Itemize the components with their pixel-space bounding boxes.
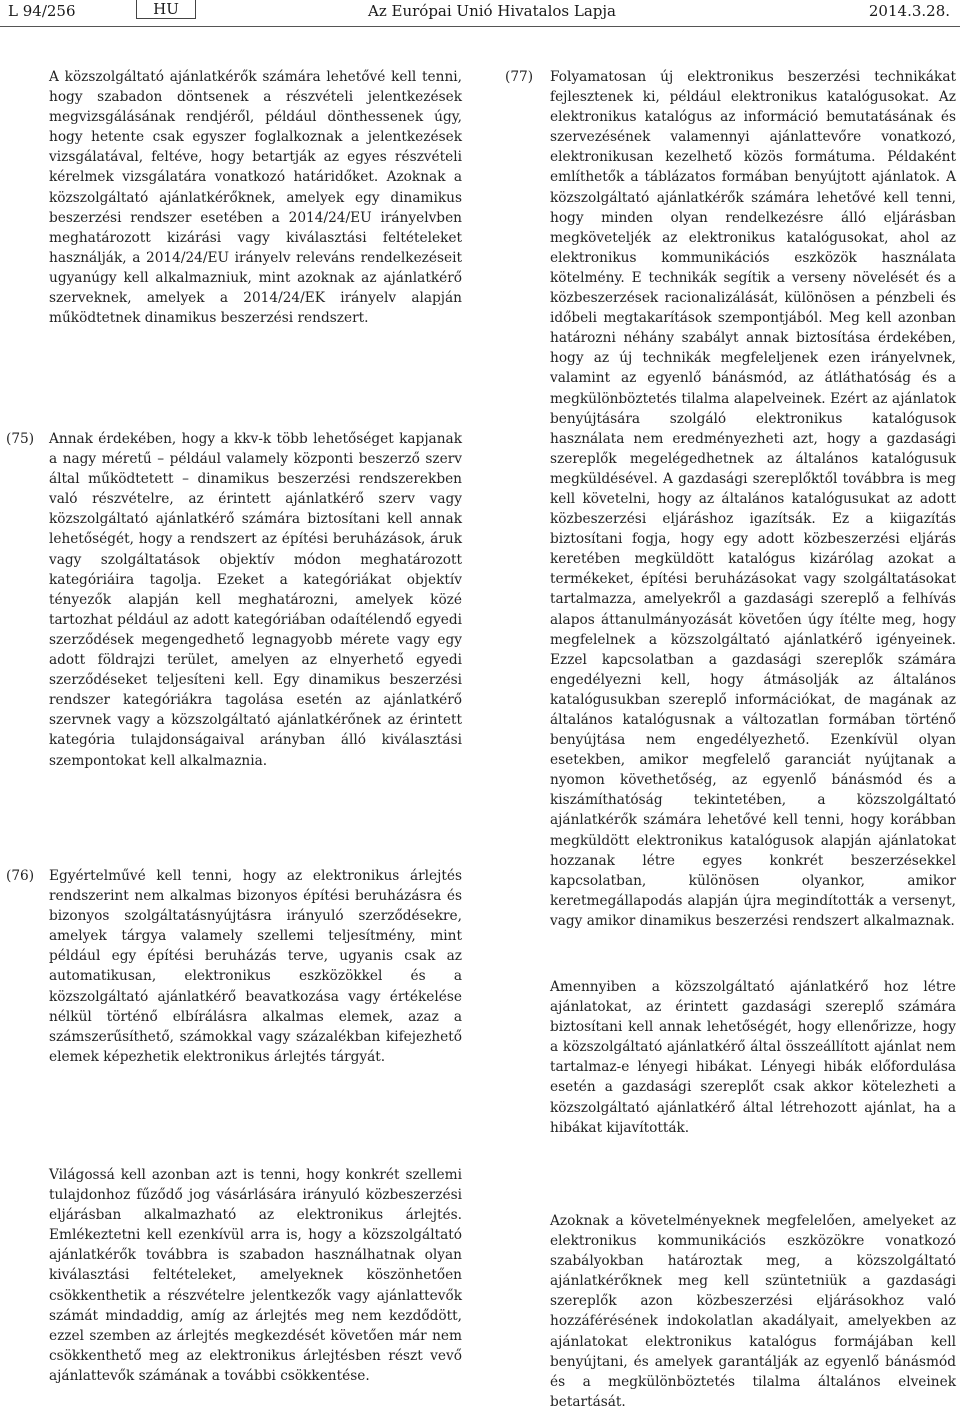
intro-paragraph: A közszolgáltató ajánlatkérők számára lehetővé kell tenni, hogy szabadon döntsenek a részvételi jelentkezések megvizsgálásának rendjéről, például dönthessenek úgy, hogy hetente csak egyszer foglalkoznak a jelentkezések vizsgálatával, feltéve, hogy betartják az egyes részvételi kérelmek vizsgálatára vonatkozó határidőket. Azoknak a közszolgáltató ajánlatkérőknek, amelyek egy dinamikus beszerzési rendszer esetében a 2014/24/EU irányelvben meghatározott kizárási vagy kiválasztási feltételeket használják, a 2014/24/EU irányelv releváns rendelkezéseit ugyanúgy kell alkalmazniuk, mint azoknak az ajánlatkérő szerveknek, amelyek a 2014/24/EK irányelv alapján működtetnek dinamikus beszerzési rendszert. — [49, 69, 462, 327]
journal-title: Az Európai Unió Hivatalos Lapja — [368, 2, 616, 20]
recital-77-paragraph-2: Amennyiben a közszolgáltató ajánlatkérő hoz létre ajánlatokat, az érintett gazdasági szereplő számára biztosítani kell annak lehetőségét, hogy ellenőrizze, hogy a közszolgáltató ajánlatkérő által összeállított ajánlat nem tartalmaz-e lényegi hibákat. Lényegi hibák előfordulása esetén a gazdasági szereplőt csak akkor kötelezheti a közszolgáltató ajánlatkérő által létrehozott ajánlat, ha a hibákat kijavították. — [550, 979, 956, 1136]
recital-77-paragraph-3: Azoknak a követelményeknek megfelelően, amelyeket az elektronikus kommunikációs eszközökre vonatkozó szabályokban határoztak meg, a közszolgáltató ajánlatkérőknek meg kell szüntetniük a gazdasági szereplők azon közbeszerzési eljárásokhoz való hozzáférésének indokolatlan akadályait, amelyekben az ajánlatokat elektronikus katalógus formájában kell benyújtani, és amelyek garantálják az egyenlő bánásmód és a megkülönböztetés tilalma általános elveinek betartását. — [550, 1213, 956, 1410]
recital-76-continuation: Világossá kell azonban azt is tenni, hogy konkrét szellemi tulajdonhoz fűződő jog vásárlására irányuló közbeszerzési eljárásban alkalmazható az elektronikus árlejtés. Emlékeztetni kell ezenkívül arra is, hogy a közszolgáltató ajánlatkérők továbbra is szabadon használhatnak olyan kiválasztási feltételeket, amelyeknek köszönhetően csökkenthetik a részvételre jelentkezők vagy ajánlattevők számát mindaddig, amíg az árlejtés meg nem kezdődött, ezzel szemben az árlejtés megkezdését követően már nem csökkenthető meg az elektronikus árlejtésben részt vevő ajánlattevők számának a további csökkentése. — [49, 1167, 462, 1384]
page-header — [0, 0, 960, 27]
page-reference: L 94/256 — [8, 2, 76, 20]
recital-77-text: Folyamatosan új elektronikus beszerzési technikákat fejlesztenek ki, például elektronikus katalógusokat. Az elektronikus katalógus az információ bemutatásának és szervezésének valamennyi ajánlattevőre vonatkozó, elektronikusan kezelhető közös formátuma. Példaként említhetők a táblázatos formában benyújtott ajánlatok. A közszolgáltató ajánlatkérők számára lehetővé kell tenni, hogy minden olyan rendelkezésre álló eljárásban megköveteljék az elektronikus katalógusokat, ahol az elektronikus kommunikációs eszközök használata kötelmény. E technikák segítik a verseny növelését és a közbeszerzések racionalizálását, különösen a pénzbeli és időbeli megtakarítások szempontjából. Meg kell azonban határozni néhány szabályt annak biztosítása érdekében, hogy az új technikák megfeleljenek ezen irányelvnek, valamint az egyenlő bánásmód, az átláthatóság és a megkülönböztetés tilalma alapelveinek. Ezért az ajánlatok benyújtására szolgáló elektronikus katalógusok használata nem eredményezheti azt, hogy a gazdasági szereplők megelégedhetnek az általános katalógusuk megküldésével. A gazdasági szereplőktől továbbra is meg kell követelni, hogy az általános katalógusukat az adott közbeszerzési eljáráshoz igazítsák. Ez a kiigazítás biztosítani fogja, hogy egy adott közbeszerzési eljárás keretében megküldött katalógus kizárólag azokat a termékeket, építési beruházásokat vagy szolgáltatásokat tartalmazza, amelyekről a gazdasági szereplő a felhívás alapos áttanulmányozását követően úgy ítélte meg, hogy megfelelnek a közszolgáltató ajánlatkérő igényeinek. Ezzel kapcsolatban a gazdasági szereplők számára engedélyezni kell, hogy átmásolják az általános katalógusukban szereplő információkat, de magának az általános katalógusnak a változatlan formában történő benyújtása nem engedélyezhető. Ezenkívül olyan esetekben, amikor megfelelő garanciát nyújtanak a nyomon követhetőség, az egyenlő bánásmód és a kiszámíthatóság tekintetében, a közszolgáltató ajánlatkérők számára lehetővé kell tenni, hogy korábban megküldött elektronikus katalógusok alapján ajánlatokat hozzanak létre egyes konkrét beszerzésekkel kapcsolatban, különösen olyankor, amikor keretmegállapodás alapján újra megindították a versenyt, vagy amikor dinamikus beszerzési rendszert alkalmaznak. — [550, 69, 956, 929]
recital-75-text: Annak érdekében, hogy a kkv-k több lehetőséget kapjanak a nagy méretű – például valamely központi beszerző szerv által működtetett – dinamikus beszerzési rendszerekben való részvételre, az érintett ajánlatkérő szerv vagy közszolgáltató ajánlatkérő számára biztosítani kell annak lehetőségét, hogy a rendszert az építési beruházások, áruk vagy szolgáltatások objektív módon meghatározott kategóriáira tagolja. Ezeket a kategóriákat objektív tényezők alapján kell meghatározni, amelyek közé tartozhat például az adott kategóriában odaítélendő egyedi szerződések megengedhető legnagyobb mérete vagy egy adott földrajzi terület, amelyen az elnyerhető egyedi szerződéseket teljesíteni kell. Egy dinamikus beszerzési rendszer kategóriákra tagolása esetén az ajánlatkérő szervnek vagy a közszolgáltató ajánlatkérőnek az érintett kategória tulajdonságaival arányban álló kiválasztási szempontokat kell alkalmaznia. — [49, 431, 462, 769]
recital-77-number: (77) — [505, 69, 534, 85]
language-code-box: HU — [136, 0, 196, 19]
recital-76-number: (76) — [6, 868, 35, 884]
recital-75-number: (75) — [6, 431, 35, 447]
publication-date: 2014.3.28. — [868, 2, 950, 20]
recital-76-text: Egyértelművé kell tenni, hogy az elektronikus árlejtés rendszerint nem alkalmas bizonyos építési beruházásra és bizonyos szolgáltatásnyújtásra irányuló szerződésekre, amelyek tárgya valamely szellemi teljesítmény, mint például egy építési beruházás terve, ugyanis csak az automatikusan, elektronikus eszközökkel és a közszolgáltató ajánlatkérő beavatkozása vagy értékelése nélkül történő elbírálásra alkalmas elemek, azaz a számszerűsíthető, számokkal vagy százalékban kifejezhető elemek képezhetik elektronikus árlejtés tárgyát. — [49, 868, 462, 1065]
